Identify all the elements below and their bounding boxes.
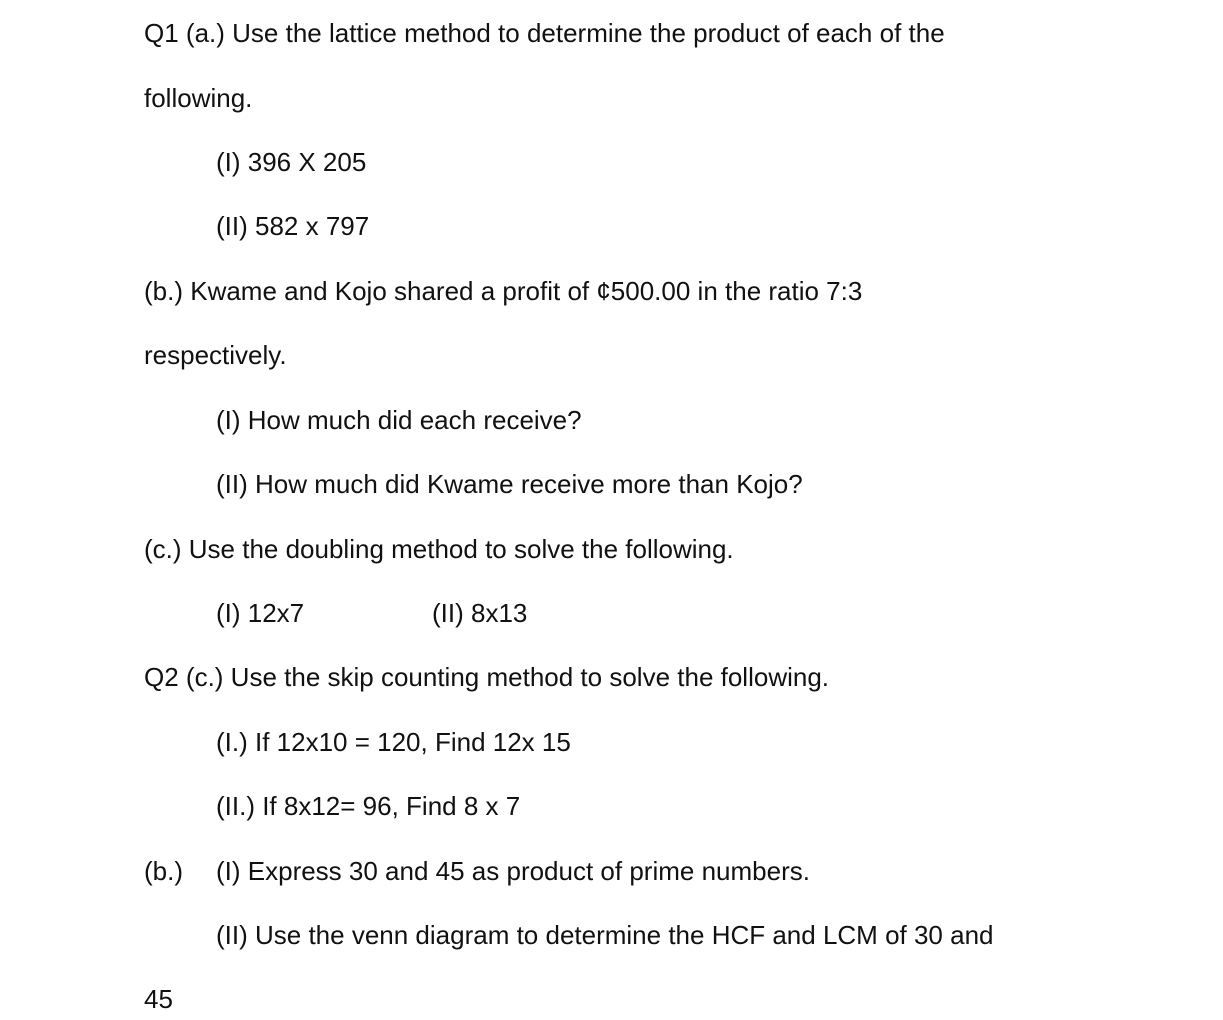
q1-b-item-ii: (II) How much did Kwame receive more than Kojo? [216,469,803,499]
q2-c-item-ii: (II.) If 8x12= 96, Find 8 x 7 [216,791,521,821]
q2-c-item-i: (I.) If 12x10 = 120, Find 12x 15 [216,727,571,757]
q1-c-item-ii: (II) 8x13 [432,598,528,628]
q1-a-item-i: (I) 396 X 205 [216,147,367,177]
q1-b-item-i: (I) How much did each receive? [216,405,582,435]
q2-c-question: Q2 (c.) Use the skip counting method to solve the following. [144,662,830,692]
q1-c-question: (c.) Use the doubling method to solve the following. [144,534,734,564]
q2-b-item-ii-line-1: (II) Use the venn diagram to determine the HCF and LCM of 30 and [216,920,994,950]
q1-a-question-line-2: following. [144,83,253,113]
q1-a-question-line-1: Q1 (a.) Use the lattice method to determine the product of each of the [144,18,945,48]
q1-c-item-i: (I) 12x7 [216,598,305,628]
q2-b-item-i: (I) Express 30 and 45 as product of prime numbers. [216,856,810,886]
q2-b-label: (b.) [144,856,183,886]
q1-a-item-ii: (II) 582 x 797 [216,211,370,241]
q1-b-question-line-2: respectively. [144,340,287,370]
q2-b-item-ii-line-2: 45 [144,984,173,1014]
q1-b-question-line-1: (b.) Kwame and Kojo shared a profit of ¢500.00 in the ratio 7:3 [144,276,863,306]
